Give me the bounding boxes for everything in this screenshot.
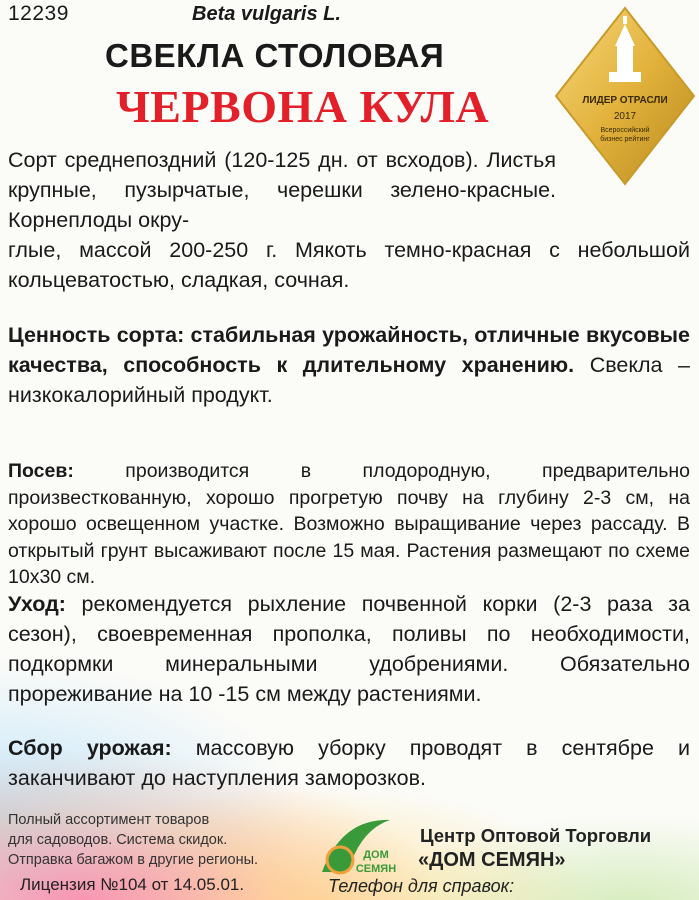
product-code: 12239	[8, 2, 69, 25]
sowing-label: Посев:	[8, 460, 74, 482]
industry-leader-badge	[554, 6, 696, 186]
assortment-info	[8, 810, 308, 870]
harvest-text: массовую уборку проводят в сентябре и заканчивают до наступления заморозков.	[8, 736, 690, 790]
care-label: Уход:	[8, 592, 66, 616]
assortment-line: Полный ассортимент товаров	[8, 812, 210, 828]
badge-line3: бизнес рейтинг	[600, 136, 650, 143]
assortment-line: Отправка багажом в другие регионы.	[8, 852, 259, 868]
variety-value	[8, 320, 690, 410]
assortment-line: для садоводов. Система скидок.	[8, 832, 228, 848]
care-text: рекомендуется рыхление почвенной корки (2-3 раза за сезон), своевременная прополка, поливы по необходимости, подкормки минеральными удобрениями. Обязательно прореживание на 10 -15 см между растениями.	[8, 592, 690, 706]
description-intro-continued: глые, массой 200-250 г. Мякоть темно-красная с небольшой кольцеватостью, сладкая, сочная.	[8, 238, 690, 292]
harvest-label: Сбор урожая:	[8, 736, 172, 760]
phone-label: Телефон для справок:	[328, 876, 515, 896]
harvest-section	[8, 733, 690, 793]
description-intro: Сорт среднепоздний (120-125 дн. от всходов). Листья крупные, пузырчатые, черешки зелено-красные. Корнеплоды окру-	[8, 148, 556, 232]
badge-year: 2017	[613, 111, 637, 122]
badge-line2: Всероссийский	[600, 127, 650, 134]
variety-value-label: Ценность сорта: стабильная урожайность, отличные вкусовые качества, способность к длительному хранению.	[8, 323, 690, 377]
care-section	[8, 589, 690, 709]
license-text: Лицензия №104 от 14.05.01.	[20, 875, 245, 894]
sowing-text: производится в плодородную, предварительно произвесткованную, хорошо прогретую почву на глубину 2-3 см, на хорошо освещенном участке. Возможно выращивание через рассаду. В открытый грунт высаживают после 15 мая. Растения размещают по схеме 10х30 см.	[8, 460, 690, 588]
company-line-1: Центр Оптовой Торговли	[420, 825, 652, 846]
company-name: «ДОМ СЕМЯН»	[418, 849, 566, 871]
page-title: СВЕКЛА СТОЛОВАЯ	[105, 37, 445, 74]
sowing-section	[8, 458, 690, 591]
variety-name: ЧЕРВОНА КУЛА	[116, 81, 490, 132]
badge-line1: ЛИДЕР ОТРАСЛИ	[582, 95, 668, 106]
variety-value-rest: Свекла – низкокалорийный продукт.	[8, 353, 691, 407]
logo-text-2: СЕМЯН	[355, 863, 397, 875]
latin-name: Beta vulgaris L.	[192, 3, 341, 25]
logo-text-1: ДОМ	[363, 849, 389, 861]
